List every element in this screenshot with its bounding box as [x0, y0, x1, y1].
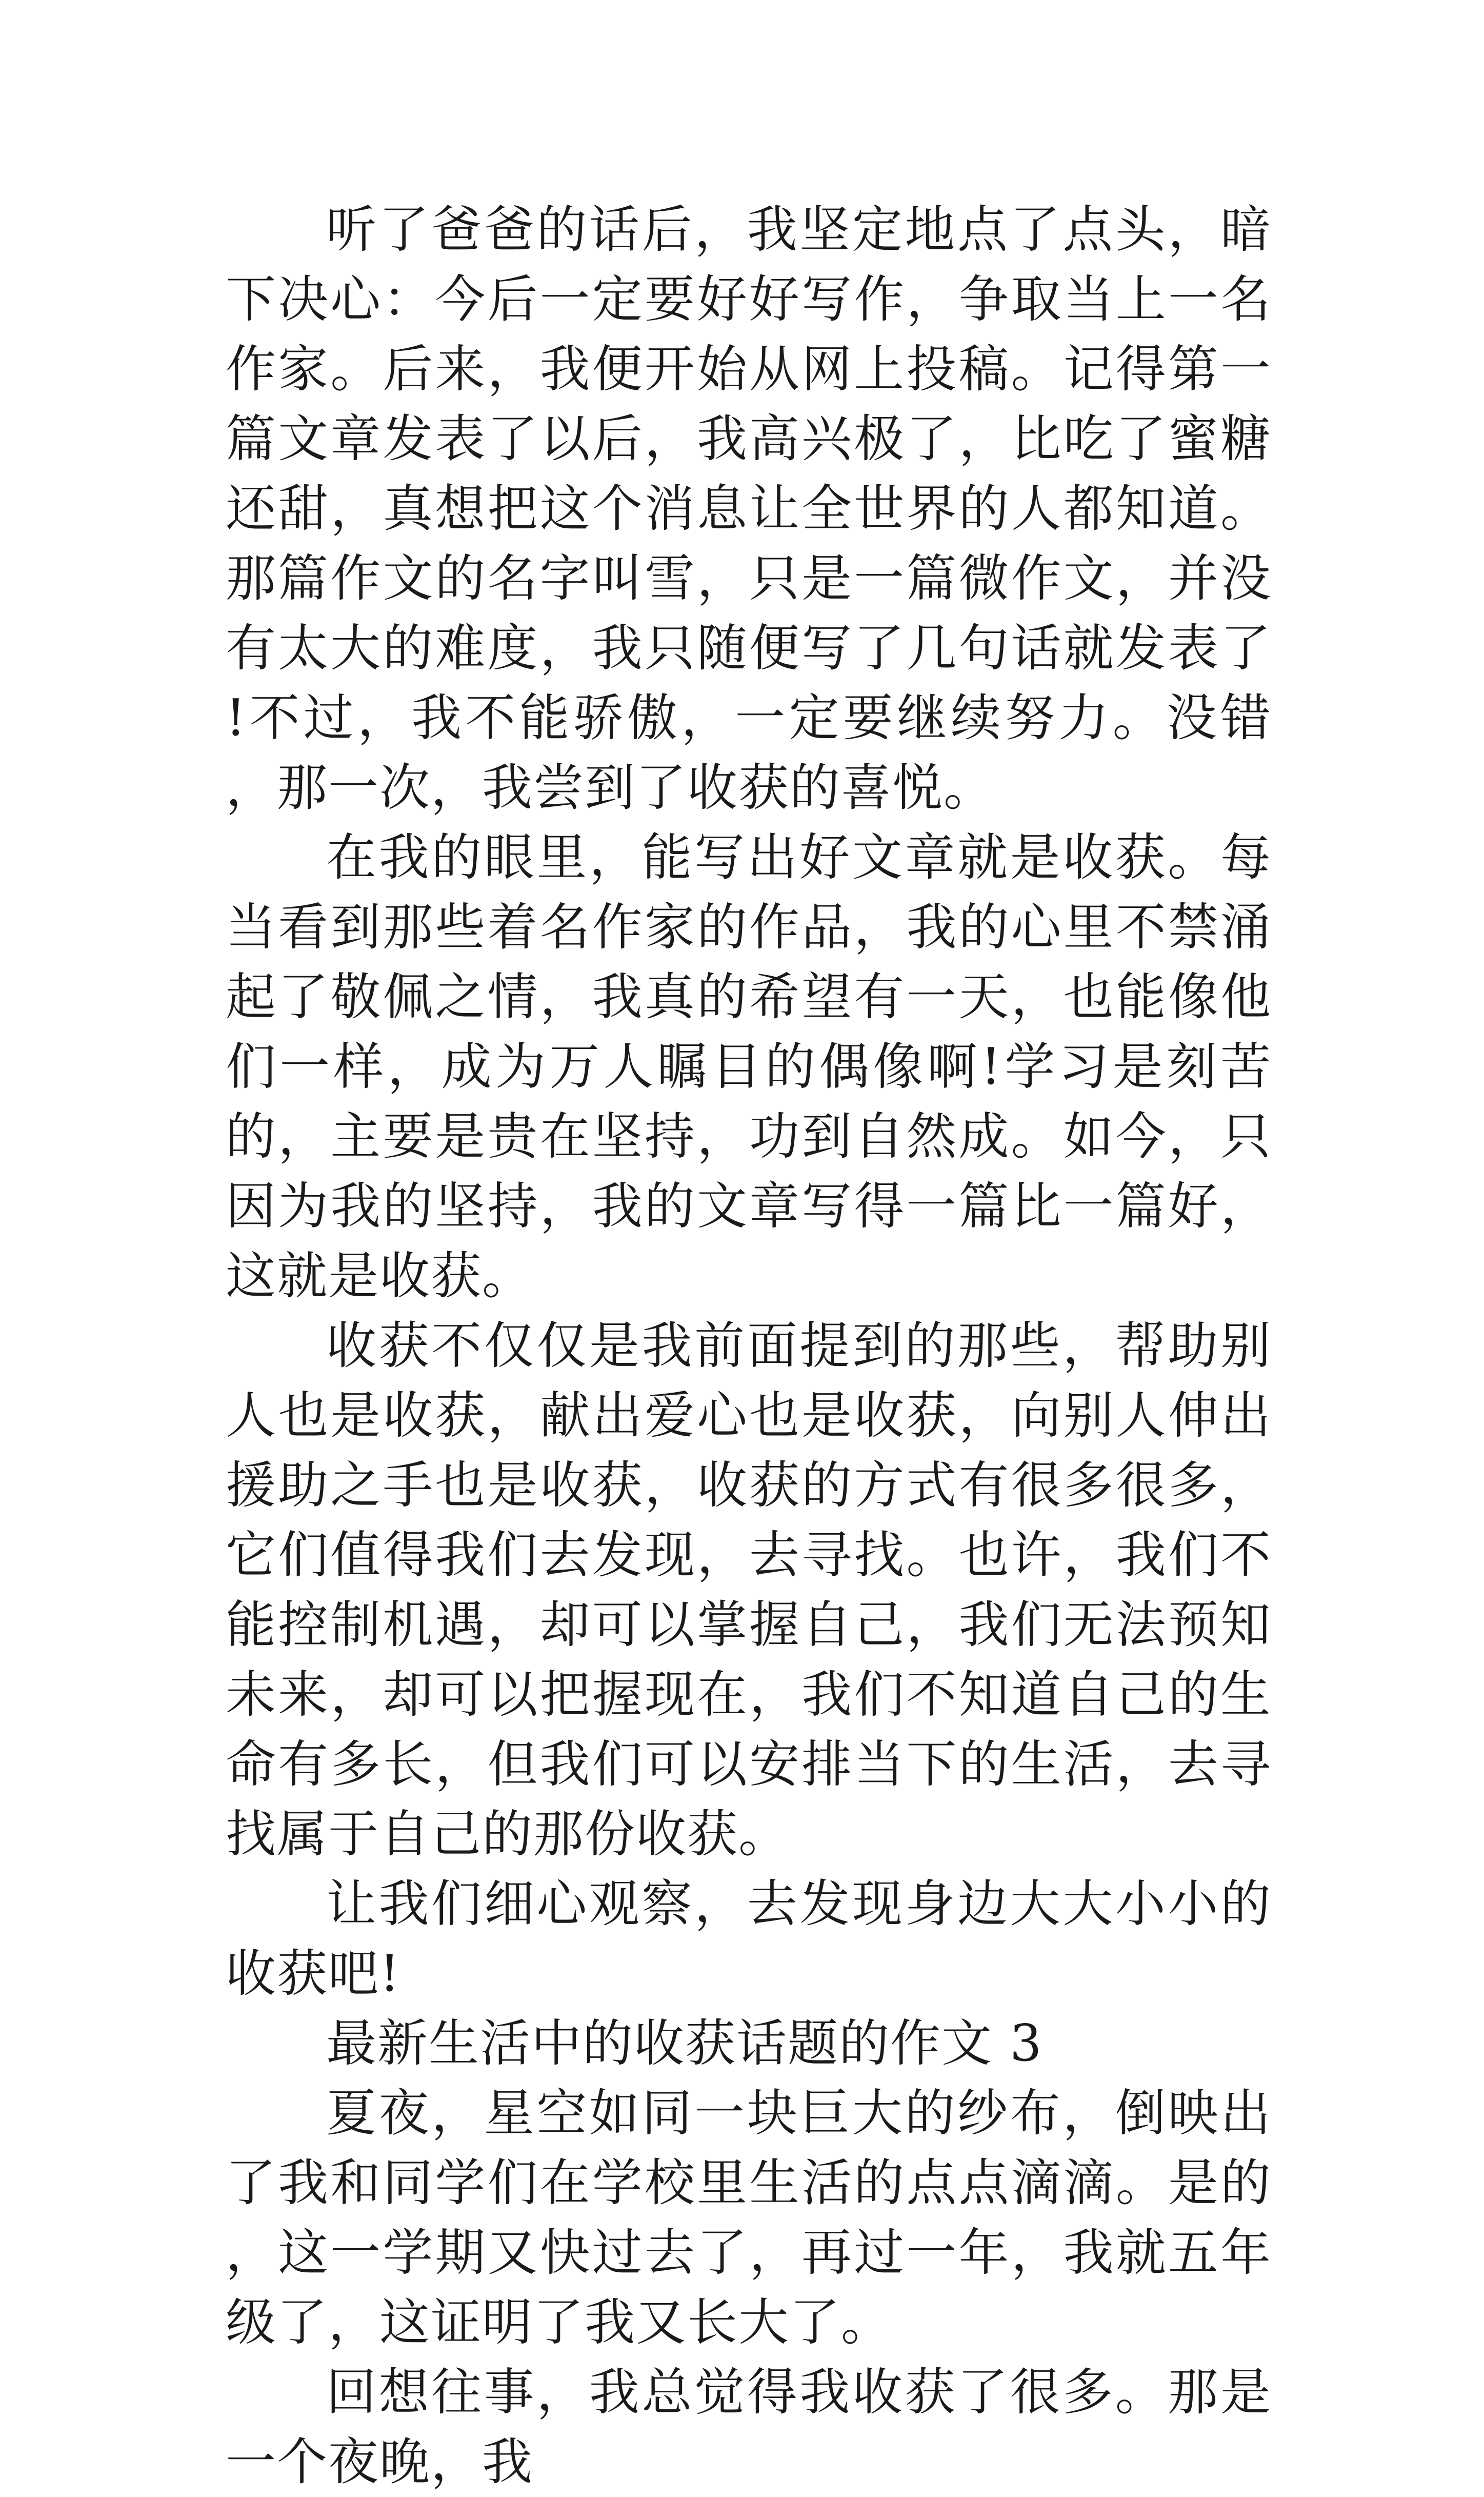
paragraph-3: 收获不仅仅是我前面提到的那些，帮助别人也是收获，献出爱心也是收获，向别人伸出援助之手也是收获，收获的方式有很多很多，它们值得我们去发现，去寻找。也许，我们不能控制机遇，却可以掌握自己，我们无法预知未来，却可以把握现在，我们不知道自己的生命有多长，但我们可以安排当下的生活，去寻找属于自己的那份收获。 — [226, 1317, 1272, 1864]
paragraph-2: 在我的眼里，能写出好文章就是收获。每当看到那些着名作家的作品，我的心里不禁涌起了敬佩之情，我真的希望有一天，也能像他们一样，成为万人瞩目的偶像啊!学习是刻苦的，主要是贵在坚持，功到自然成。如今，只因为我的坚持，我的文章写得一篇比一篇好，这就是收获。 — [226, 828, 1272, 1305]
document-body — [226, 195, 1272, 2497]
paragraph-5: 夏夜，星空如同一块巨大的纱布，倒映出了我和同学们在学校里生活的点点滴滴。是的，这一学期又快过去了，再过一年，我就五年级了，这证明了我又长大了。 — [226, 2084, 1272, 2352]
paragraph-1: 听了爸爸的话后，我坚定地点了点头，暗下决心：今后一定要好好写作，争取当上一名作家。后来，我便开始从网上投稿。记得第一篇文章发表了以后，我高兴极了，比吃了蜜糖还甜，真想把这个消息让全世界的人都知道。那篇作文的名字叫雪，只是一篇微作文，并没有太大的难度，我只随便写了几句话就发表了!不过，我不能骄傲，一定要继续努力。没错，那一次，我尝到了收获的喜悦。 — [226, 201, 1272, 817]
section-heading: 最新生活中的收获话题的作文 3 — [326, 2014, 1043, 2073]
paragraph-4: 让我们细心观察，去发现身边大大小小的收获吧! — [226, 1875, 1272, 2003]
paragraph-6: 回想往事，我总觉得我收获了很多。那是一个夜晚，我 — [226, 2363, 1272, 2491]
